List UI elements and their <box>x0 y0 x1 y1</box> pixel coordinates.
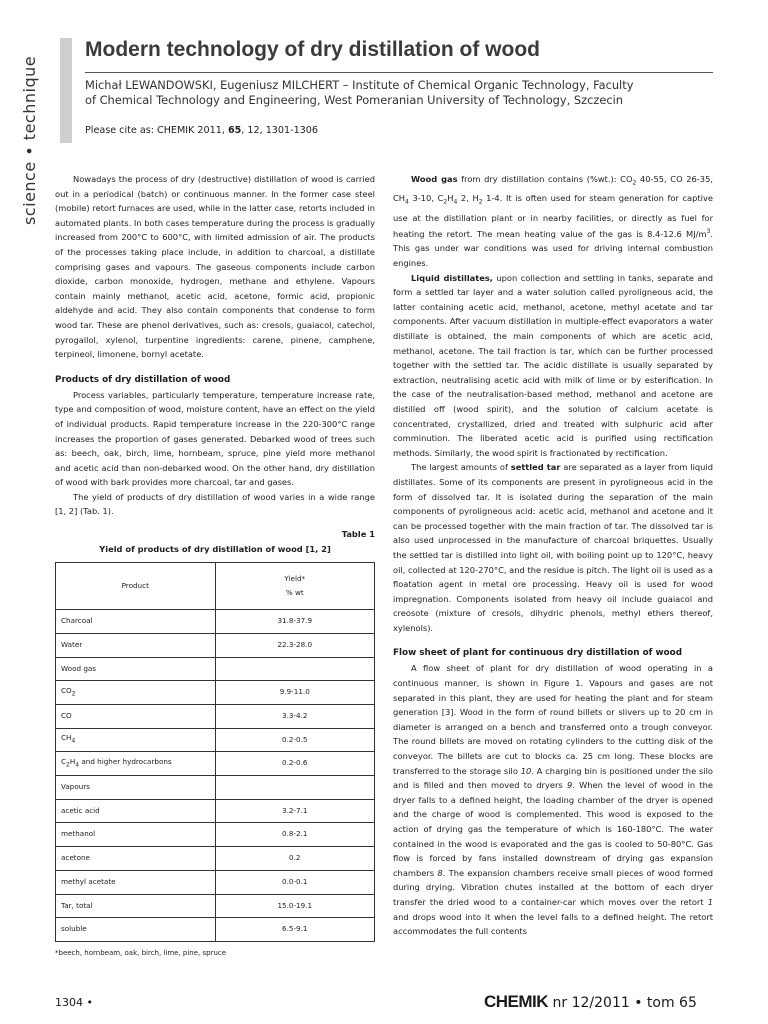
product-cell: acetic acid <box>56 799 216 823</box>
yield-cell: 0.2-0.5 <box>215 728 375 752</box>
product-cell: Wood gas <box>56 657 216 681</box>
table-row <box>56 705 375 729</box>
table-header-row <box>56 563 375 610</box>
authors-line-2: of Chemical Technology and Engineering, West Pomeranian University of Technology, Szczecin <box>85 93 623 107</box>
product-cell: $CH_4$ <box>56 728 216 752</box>
yield-cell: 0.8-2.1 <box>215 823 375 847</box>
authors-line-1: Michał LEWANDOWSKI, Eugeniusz MILCHERT – Institute of Chemical Organic Technology, Faculty <box>85 78 634 92</box>
yield-cell: 0.2-0.6 <box>215 752 375 776</box>
product-cell: Tar, total <box>56 894 216 918</box>
product-cell: Charcoal <box>56 610 216 634</box>
table-row <box>56 894 375 918</box>
products-paragraph-1: Process variables, particularly temperature, temperature increase rate, type and composition of wood, moisture content, have an effect on the yield of individual products. Rapid temperature increase in the 220-300°C range increases the proportion of gases generated. Debarked wood of trees such as: beech, oak, birch, lime, hornbeam, spruce, pine yield more methanol and acetic acid than non-debarked wood. On the other hand, dry distillation of wood with bark provides more charcoal, tar and gases. <box>55 389 375 488</box>
yield-cell: 0.0-0.1 <box>215 870 375 894</box>
table-row <box>56 776 375 800</box>
yield-cell <box>215 776 375 800</box>
yield-cell: 31.8-37.9 <box>215 610 375 634</box>
header-accent-bar <box>60 38 72 143</box>
journal-issue: nr 12/2011 • tom 65 <box>548 995 697 1011</box>
table-title: Yield of products of dry distillation of wood [1, 2] <box>99 543 331 554</box>
table-header-yield <box>215 563 375 610</box>
table-row <box>56 728 375 752</box>
product-cell: $CO_2$ <box>56 681 216 705</box>
intro-paragraph: Nowadays the process of dry (destructive) distillation of wood is carried out in a periodical (batch) or continuous manner. In the former case steel (mobile) retort furnaces are used, while in the latter case, retorts included in automated plants. In both cases temperature during the process is gradually increased from 200°C to 600°C, with limited admission of air. The products of the processes taking place include, in addition to charcoal, a distillate comprising gases and vapours. The gaseous components include carbon dioxide, carbon monoxide, hydrogen, methane and ethylene. Vapours contain mainly methanol, acetic acid, acetone, formic acid, propionic aldehyde and acid. They also contain components that condense to form wood tar. These are phenol derivatives, such as: cresols, guaiacol, catechol, pyrogallol, xylenol, turpentine ingredients: carene, pinene, camphene, terpineol, limonene, bornyl acetate. <box>55 174 375 360</box>
yield-table <box>55 562 375 942</box>
yield-cell: 0.2 <box>215 847 375 871</box>
product-cell: soluble <box>56 918 216 942</box>
cite-volume: 65 <box>227 125 242 136</box>
table-row <box>56 799 375 823</box>
yield-cell: 22.3-28.0 <box>215 633 375 657</box>
title-rule <box>85 72 713 73</box>
table-row <box>56 847 375 871</box>
table-row <box>56 752 375 776</box>
section-side-label: science • technique <box>20 55 39 225</box>
table-footnote: *beech, hornbeam, oak, birch, lime, pine, spruce <box>55 948 227 957</box>
cite-suffix: , 12, 1301-1306 <box>241 125 318 136</box>
citation <box>85 125 318 136</box>
yield-cell: 3.3-4.2 <box>215 705 375 729</box>
table-row <box>56 633 375 657</box>
table-row <box>56 870 375 894</box>
woodgas-paragraph: Wood gas from dry distillation contains (%wt.): $CO_2$ 40-55, CO 26-35, $CH_4$ 3-10, $C_2H_4$ 2, $H_2$ 1-4. It is often used for steam generation for captive use at the distillation plant or in nearby facilities, or directly as fuel for heating the retort. The mean heating value of the gas is 8.4-12.6 $MJ/m^3$. This gas under war conditions was used for driving internal combustion engines. <box>393 174 713 269</box>
right-column <box>393 172 713 939</box>
yield-header-line1: Yield* <box>284 573 306 583</box>
products-paragraph-2: The yield of products of dry distillation of wood varies in a wide range [1, 2] (Tab. 1). <box>55 491 375 517</box>
table-row <box>56 610 375 634</box>
product-cell: methanol <box>56 823 216 847</box>
cite-prefix: Please cite as: CHEMIK 2011, <box>85 125 228 136</box>
product-cell: Vapours <box>56 776 216 800</box>
flow-sheet-paragraph: A flow sheet of plant for dry distillation of wood operating in a continuous manner, is shown in Figure 1. Vapours and gases are not separated in this plant, they are used for heating the plant and for steam generation [3]. Wood in the form of round billets or slivers up to 20 cm in diameter is arranged on a bench and transferred onto a trough conveyor. The round billets are moved on rotating cylinders to the cutting disk of the conveyor. The billets are cut to blocks ca. 25 cm long. These blocks are transferred to the storage silo 10. A charging bin is positioned under the silo and is filled and then moved to dryers 9. When the level of wood in the dryer falls to a defined height, the loading chamber of the dryer is opened and the charge of wood is complemented. This wood is exposed to the action of drying gas the temperature of which is 160-180°C. The water contained in the wood is evaporated and the gas is cooled to 50-80°C. Gas flow is forced by fans installed downstream of drying gas expansion chambers 8. The expansion chambers receive small pieces of wood formed during drying. Vibration chutes installed at the bottom of each dryer transfer the dried wood to a container-car which moves over the retort 1 and drops wood into it when the level falls to a defined height. The retort accommodates the full contents <box>393 663 714 937</box>
yield-cell: 15.0-19.1 <box>215 894 375 918</box>
journal-footer <box>484 992 697 1012</box>
yield-cell: 9.9-11.0 <box>215 681 375 705</box>
authors-affiliation <box>85 78 725 108</box>
product-cell: $C_2H_4$ and higher hydrocarbons <box>56 752 216 776</box>
article-title: Modern technology of dry distillation of wood <box>85 38 540 61</box>
product-cell: methyl acetate <box>56 870 216 894</box>
table-label: Table 1 <box>341 529 375 540</box>
liquid-distillates-paragraph: Liquid distillates, upon collection and settling in tanks, separate and form a settled tar layer and a water solution called pyroligneous acid, the latter containing acetic acid, methanol, acetone, methyl acetate and tar components. After vacuum distillation in multiple-effect evaporators a water distillate is obtained, the main components of which are acetic acid, methanol, acetone. The tail fraction is tar, which can be further processed together with the settled tar. The acidic distillate is usually separated by extraction, neutralising acetic acid with milk of lime or by esterification. In the case of the neutralisation-based method, methanol and acetone are distilled off (wood spirit), and the solution of calcium acetate is concentrated, crystallized, dried and treated with sulphuric acid after comminution. The liberated acetic acid is purified using rectification methods. Similarly, the wood spirit is fractionated by rectification. <box>393 272 714 458</box>
table-row <box>56 918 375 942</box>
yield-cell: 6.5-9.1 <box>215 918 375 942</box>
product-cell: CO <box>56 705 216 729</box>
yield-cell: 3.2-7.1 <box>215 799 375 823</box>
product-cell: acetone <box>56 847 216 871</box>
page-number: 1304 • <box>55 996 93 1009</box>
settled-tar-paragraph: The largest amounts of settled tar are separated as a layer from liquid distillates. Some of its components are present in pyroligneous acid in the form of dissolved tar. It is isolated during the separation of the main components of pyroligneous acid: acetic acid, methanol and acetone and it can be processed together with the main fraction of tar. The dissolved tar is also used unprocessed in the manufacture of charcoal briquettes. Usually the settled tar is distilled into light oil, with boiling point up to 120°C, heavy oil, collected at 120-270°C, and the residue is pitch. The light oil is used as a floatation agent in metal ore processing. Heavy oil is used for wood impregnation. Components isolated from heavy oil include guaiacol and creosote (mixture of cresols, dihydric phenols, methyl ethers thereof, xylenols). <box>393 462 713 633</box>
table-header-product: Product <box>56 563 216 610</box>
yield-cell <box>215 657 375 681</box>
section-heading-products: Products of dry distillation of wood <box>55 374 231 385</box>
left-column <box>55 172 375 960</box>
table-row <box>56 681 375 705</box>
yield-header-line2: % wt <box>285 588 304 598</box>
table-row <box>56 823 375 847</box>
table-row <box>56 657 375 681</box>
product-cell: Water <box>56 633 216 657</box>
section-heading-flow-sheet: Flow sheet of plant for continuous dry distillation of wood <box>393 648 683 659</box>
journal-name: CHEMIK <box>484 992 549 1011</box>
